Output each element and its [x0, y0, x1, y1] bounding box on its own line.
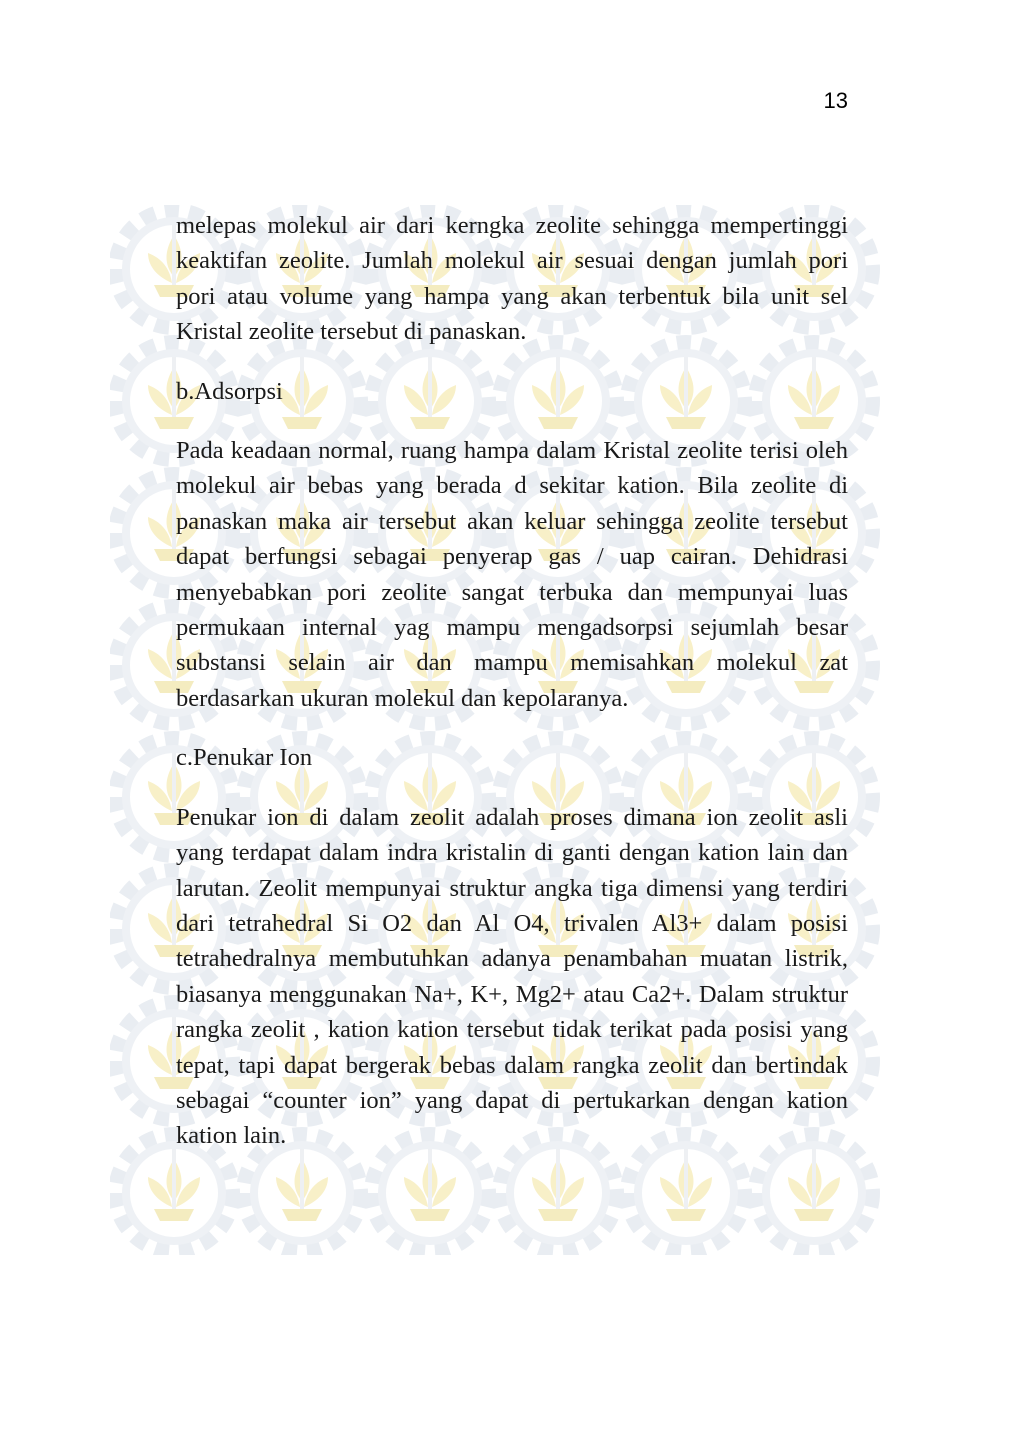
- document-body: [176, 208, 848, 1154]
- paragraph-intro: melepas molekul air dari kerngka zeolite sehingga mempertinggi keaktifan zeolite. Jumlah molekul air sesuai dengan jumlah pori pori atau volume yang hampa yang akan terbentuk bila unit sel Kristal zeolite tersebut di panaskan.: [176, 212, 848, 346]
- paragraph-adsorpsi: Pada keadaan normal, ruang hampa dalam Kristal zeolite terisi oleh molekul air bebas yang berada d sekitar kation. Bila zeolite di panaskan maka air tersebut akan keluar sehingga zeolite tersebut dapat berfungsi sebagai penyerap gas / uap cairan. Dehidrasi menyebabkan pori zeolite sangat terbuka dan mempunyai luas permukaan internal yag mampu mengadsorpsi sejumlah besar substansi selain air dan mampu memisahkan molekul zat berdasarkan ukuran molekul dan kepolaranya.: [176, 437, 848, 712]
- page-number: 13: [823, 88, 848, 113]
- section-heading-adsorpsi: b.Adsorpsi: [176, 377, 283, 405]
- section-heading-penukar-ion: c.Penukar Ion: [176, 744, 313, 772]
- paragraph-penukar-ion: Penukar ion di dalam zeolit adalah proses dimana ion zeolit asli yang terdapat dalam indra kristalin di ganti dengan kation lain dan larutan. Zeolit mempunyai struktur angka tiga dimensi yang terdiri dari tetrahedral Si O2 dan Al O4, trivalen Al3+ dalam posisi tetrahedralnya membutuhkan adanya penambahan muatan listrik, biasanya menggunakan Na+, K+, Mg2+ atau Ca2+. Dalam struktur rangka zeolit , kation kation tersebut tidak terikat pada posisi yang tepat, tapi dapat bergerak bebas dalam rangka zeolit dan bertindak sebagai “counter ion” yang dapat di pertukarkan dengan kation kation lain.: [176, 803, 848, 1150]
